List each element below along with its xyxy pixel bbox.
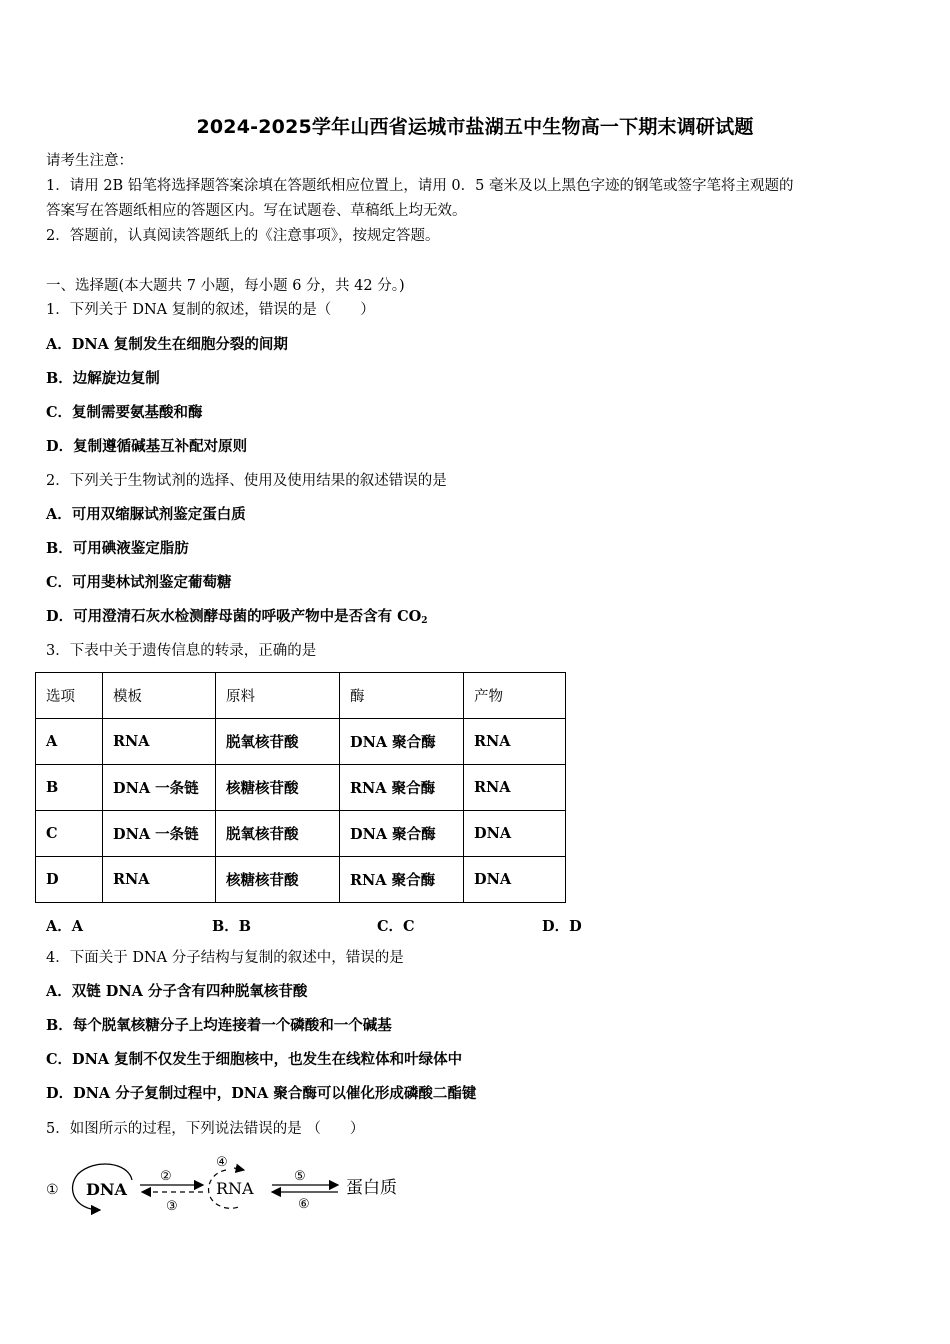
table-cell: B bbox=[36, 765, 103, 811]
table-cell: DNA 聚合酶 bbox=[340, 719, 464, 765]
table-cell: DNA 一条链 bbox=[103, 765, 216, 811]
table-row bbox=[36, 857, 566, 903]
table-cell: RNA 聚合酶 bbox=[340, 765, 464, 811]
question-2-option-b: B．可用碘液鉴定脂肪 bbox=[46, 540, 189, 557]
central-dogma-diagram bbox=[40, 1150, 440, 1220]
table-cell: 核糖核苷酸 bbox=[216, 765, 340, 811]
label-2: ② bbox=[160, 1169, 172, 1184]
table-cell: 脱氧核苷酸 bbox=[216, 719, 340, 765]
question-1-option-b: B．边解旋边复制 bbox=[46, 370, 160, 387]
question-2-option-a: A．可用双缩脲试剂鉴定蛋白质 bbox=[46, 506, 246, 523]
table-cell: A bbox=[36, 719, 103, 765]
table-cell: DNA bbox=[464, 857, 566, 903]
question-4-option-d: D．DNA 分子复制过程中，DNA 聚合酶可以催化形成磷酸二酯键 bbox=[46, 1085, 477, 1102]
question-3-stem: 3．下表中关于遗传信息的转录，正确的是 bbox=[46, 643, 317, 659]
table-row bbox=[36, 765, 566, 811]
table-cell: RNA bbox=[464, 765, 566, 811]
question-3-option-d: D．D bbox=[542, 918, 582, 935]
table-cell: DNA bbox=[464, 811, 566, 857]
notice-item-2: 2．答题前，认真阅读答题纸上的《注意事项》，按规定答题。 bbox=[46, 228, 440, 244]
dna-label: DNA bbox=[86, 1180, 127, 1199]
label-1: ① bbox=[46, 1182, 59, 1198]
table-cell: DNA 聚合酶 bbox=[340, 811, 464, 857]
label-4: ④ bbox=[216, 1155, 228, 1170]
question-3-option-b: B．B bbox=[212, 918, 252, 935]
table-cell: RNA bbox=[103, 719, 216, 765]
table-row bbox=[36, 719, 566, 765]
section-heading: 一、选择题(本大题共 7 小题，每小题 6 分，共 42 分。) bbox=[46, 278, 405, 294]
label-3: ③ bbox=[166, 1199, 178, 1214]
label-5: ⑤ bbox=[294, 1169, 306, 1184]
question-3-option-c: C．C bbox=[377, 918, 415, 935]
table-cell: RNA bbox=[464, 719, 566, 765]
question-2-option-c: C．可用斐林试剂鉴定葡萄糖 bbox=[46, 574, 232, 591]
table-header-row bbox=[36, 673, 566, 719]
question-4-option-c: C．DNA 复制不仅发生于细胞核中，也发生在线粒体和叶绿体中 bbox=[46, 1051, 463, 1068]
rna-loop-arrowhead bbox=[234, 1168, 244, 1170]
table-cell: C bbox=[36, 811, 103, 857]
question-4-option-a: A．双链 DNA 分子含有四种脱氧核苷酸 bbox=[46, 983, 308, 1000]
subscript: 2 bbox=[421, 616, 428, 626]
header-cell: 酶 bbox=[340, 673, 464, 719]
table-row bbox=[36, 811, 566, 857]
question-4-stem: 4．下面关于 DNA 分子结构与复制的叙述中，错误的是 bbox=[46, 950, 404, 966]
question-1-option-d: D．复制遵循碱基互补配对原则 bbox=[46, 438, 248, 455]
question-2-option-d bbox=[46, 607, 428, 631]
table-cell: 核糖核苷酸 bbox=[216, 857, 340, 903]
table-cell: RNA bbox=[103, 857, 216, 903]
question-4-option-b: B．每个脱氧核糖分子上均连接着一个磷酸和一个碱基 bbox=[46, 1017, 392, 1034]
question-2-option-d-text: D．可用澄清石灰水检测酵母菌的呼吸产物中是否含有 CO bbox=[46, 608, 422, 625]
table-cell: 脱氧核苷酸 bbox=[216, 811, 340, 857]
protein-label: 蛋白质 bbox=[346, 1178, 397, 1198]
rna-label: RNA bbox=[216, 1179, 254, 1198]
label-6: ⑥ bbox=[298, 1197, 310, 1212]
header-cell: 产物 bbox=[464, 673, 566, 719]
question-1-option-a: A．DNA 复制发生在细胞分裂的间期 bbox=[46, 336, 288, 353]
header-cell: 模板 bbox=[103, 673, 216, 719]
table-cell: DNA 一条链 bbox=[103, 811, 216, 857]
header-cell: 原料 bbox=[216, 673, 340, 719]
notice-item-1-cont: 答案写在答题纸相应的答题区内。写在试题卷、草稿纸上均无效。 bbox=[46, 203, 467, 219]
header-cell: 选项 bbox=[36, 673, 103, 719]
table-cell: RNA 聚合酶 bbox=[340, 857, 464, 903]
transcription-table bbox=[35, 672, 566, 903]
table-cell: D bbox=[36, 857, 103, 903]
question-2-stem: 2．下列关于生物试剂的选择、使用及使用结果的叙述错误的是 bbox=[46, 473, 447, 489]
question-5-stem: 5．如图所示的过程，下列说法错误的是 （ ） bbox=[46, 1121, 365, 1137]
question-3-option-a: A．A bbox=[46, 918, 84, 935]
page-title: 2024-2025学年山西省运城市盐湖五中生物高一下期末调研试题 bbox=[196, 116, 754, 138]
notice-item-1: 1．请用 2B 铅笔将选择题答案涂填在答题纸相应位置上，请用 0．5 毫米及以上黑色字迹的钢笔或签字笔将主观题的 bbox=[46, 178, 794, 194]
notice-heading: 请考生注意： bbox=[46, 153, 133, 169]
question-1-stem: 1．下列关于 DNA 复制的叙述，错误的是（ ） bbox=[46, 302, 375, 318]
question-1-option-c: C．复制需要氨基酸和酶 bbox=[46, 404, 203, 421]
